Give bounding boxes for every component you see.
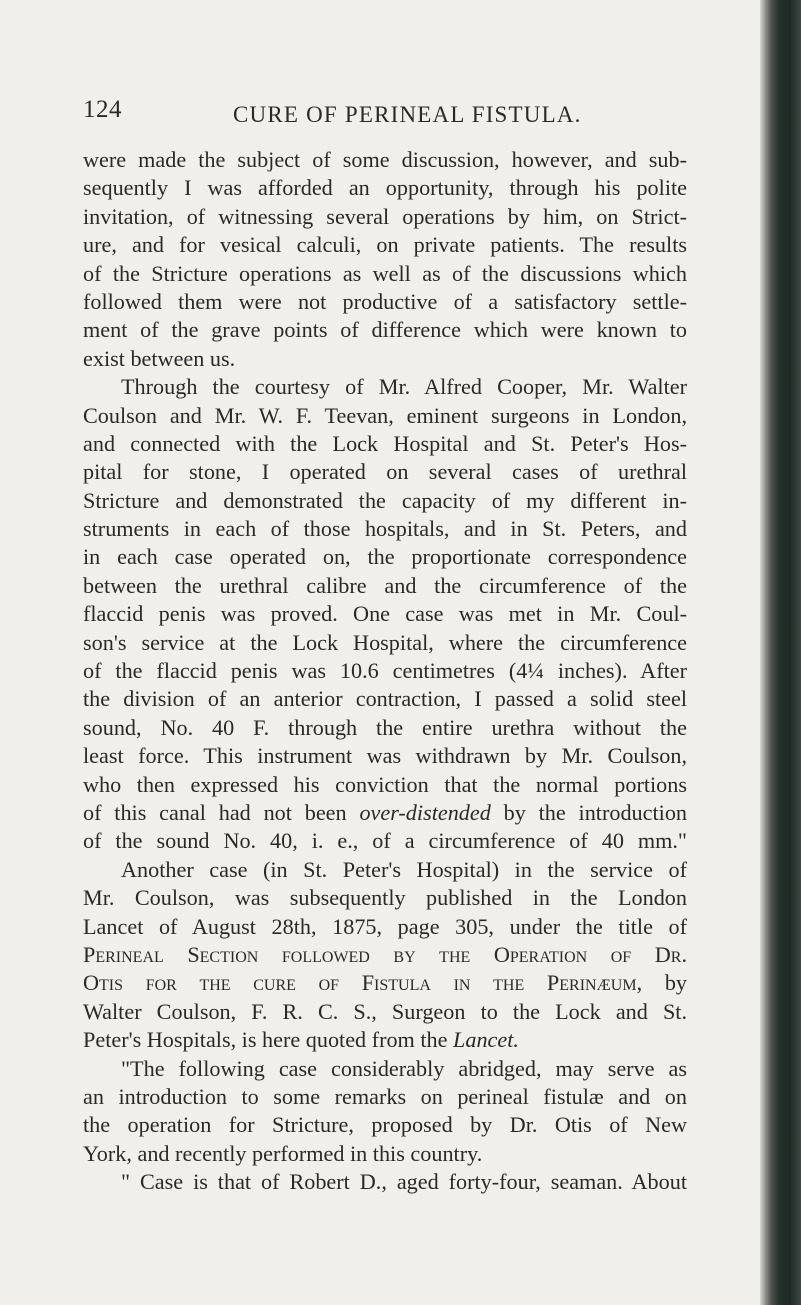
text-line: Coulson and Mr. W. F. Teevan, eminent surgeons in London,: [83, 402, 687, 428]
text-line: son's service at the Lock Hospital, where the circumference: [83, 629, 687, 655]
text-line: of the flaccid penis was 10.6 centimetres (4¼ inches). After: [83, 658, 687, 684]
text-line: were made the subject of some discussion, however, and sub-: [83, 147, 687, 172]
small-caps-text: Otis for the cure of Fistula in the Perinæum,: [83, 970, 643, 996]
text-segment: by the introduction: [503, 799, 688, 825]
text-line: in each case operated on, the proportionate correspondence: [83, 544, 687, 570]
text-line: Mr. Coulson, was subsequently published in the London: [83, 885, 687, 911]
text-line: ment of the grave points of difference which were known to: [83, 317, 687, 343]
text-line: the operation for Stricture, proposed by Dr. Otis of New: [83, 1112, 687, 1138]
text-line: sound, No. 40 F. through the entire urethra without the: [83, 714, 687, 740]
page-header: [83, 96, 703, 136]
italic-text: over-distended: [359, 799, 491, 825]
text-line: "The following case considerably abridged, may serve as: [121, 1055, 687, 1081]
italic-text: Lancet.: [453, 1027, 519, 1053]
text-line: sequently I was afforded an opportunity, through his polite: [83, 175, 687, 201]
text-segment: of this canal had not been: [83, 799, 347, 825]
text-segment: by: [664, 970, 687, 996]
page-number: 124: [83, 96, 122, 123]
text-segment: Peter's Hospitals, is here quoted from the: [83, 1027, 448, 1053]
text-line: an introduction to some remarks on perineal fistulæ and on: [83, 1083, 687, 1109]
body-text: [83, 146, 687, 1196]
text-line: Another case (in St. Peter's Hospital) in the service of: [121, 856, 687, 882]
text-line: flaccid penis was proved. One case was met in Mr. Coul-: [83, 601, 687, 627]
text-line: [83, 799, 687, 827]
text-line: ure, and for vesical calculi, on private patients. The results: [83, 232, 687, 258]
text-line: Walter Coulson, F. R. C. S., Surgeon to the Lock and St.: [83, 998, 687, 1024]
text-line: least force. This instrument was withdrawn by Mr. Coulson,: [83, 743, 687, 769]
text-line: struments in each of those hospitals, and in St. Peters, and: [83, 516, 687, 542]
text-line: " Case is that of Robert D., aged forty-four, seaman. About: [121, 1169, 687, 1195]
text-line: Through the courtesy of Mr. Alfred Cooper, Mr. Walter: [121, 374, 687, 400]
text-line: Lancet of August 28th, 1875, page 305, under the title of: [83, 913, 687, 939]
text-line: and connected with the Lock Hospital and St. Peter's Hos-: [83, 430, 687, 456]
text-line: the division of an anterior contraction, I passed a solid steel: [83, 686, 687, 712]
text-line: pital for stone, I operated on several cases of urethral: [83, 459, 687, 485]
text-line: York, and recently performed in this country.: [83, 1140, 483, 1166]
text-line: invitation, of witnessing several operations by him, on Strict-: [83, 203, 687, 229]
text-line: between the urethral calibre and the circumference of the: [83, 572, 687, 598]
text-line: Perineal Section followed by the Operation of Dr.: [83, 941, 687, 967]
text-line: [83, 1026, 687, 1054]
running-head: CURE OF PERINEAL FISTULA.: [233, 102, 582, 127]
text-line: of the sound No. 40, i. e., of a circumference of 40 mm.": [83, 828, 687, 854]
text-line: followed them were not productive of a satisfactory settle-: [83, 288, 687, 314]
text-line: who then expressed his conviction that the normal portions: [83, 771, 687, 797]
page-edge-shadow: [760, 0, 801, 1305]
text-line: Stricture and demonstrated the capacity of my different in-: [83, 487, 687, 513]
text-line: exist between us.: [83, 345, 236, 371]
text-line: of the Stricture operations as well as of the discussions which: [83, 260, 687, 286]
text-line: [83, 969, 687, 997]
